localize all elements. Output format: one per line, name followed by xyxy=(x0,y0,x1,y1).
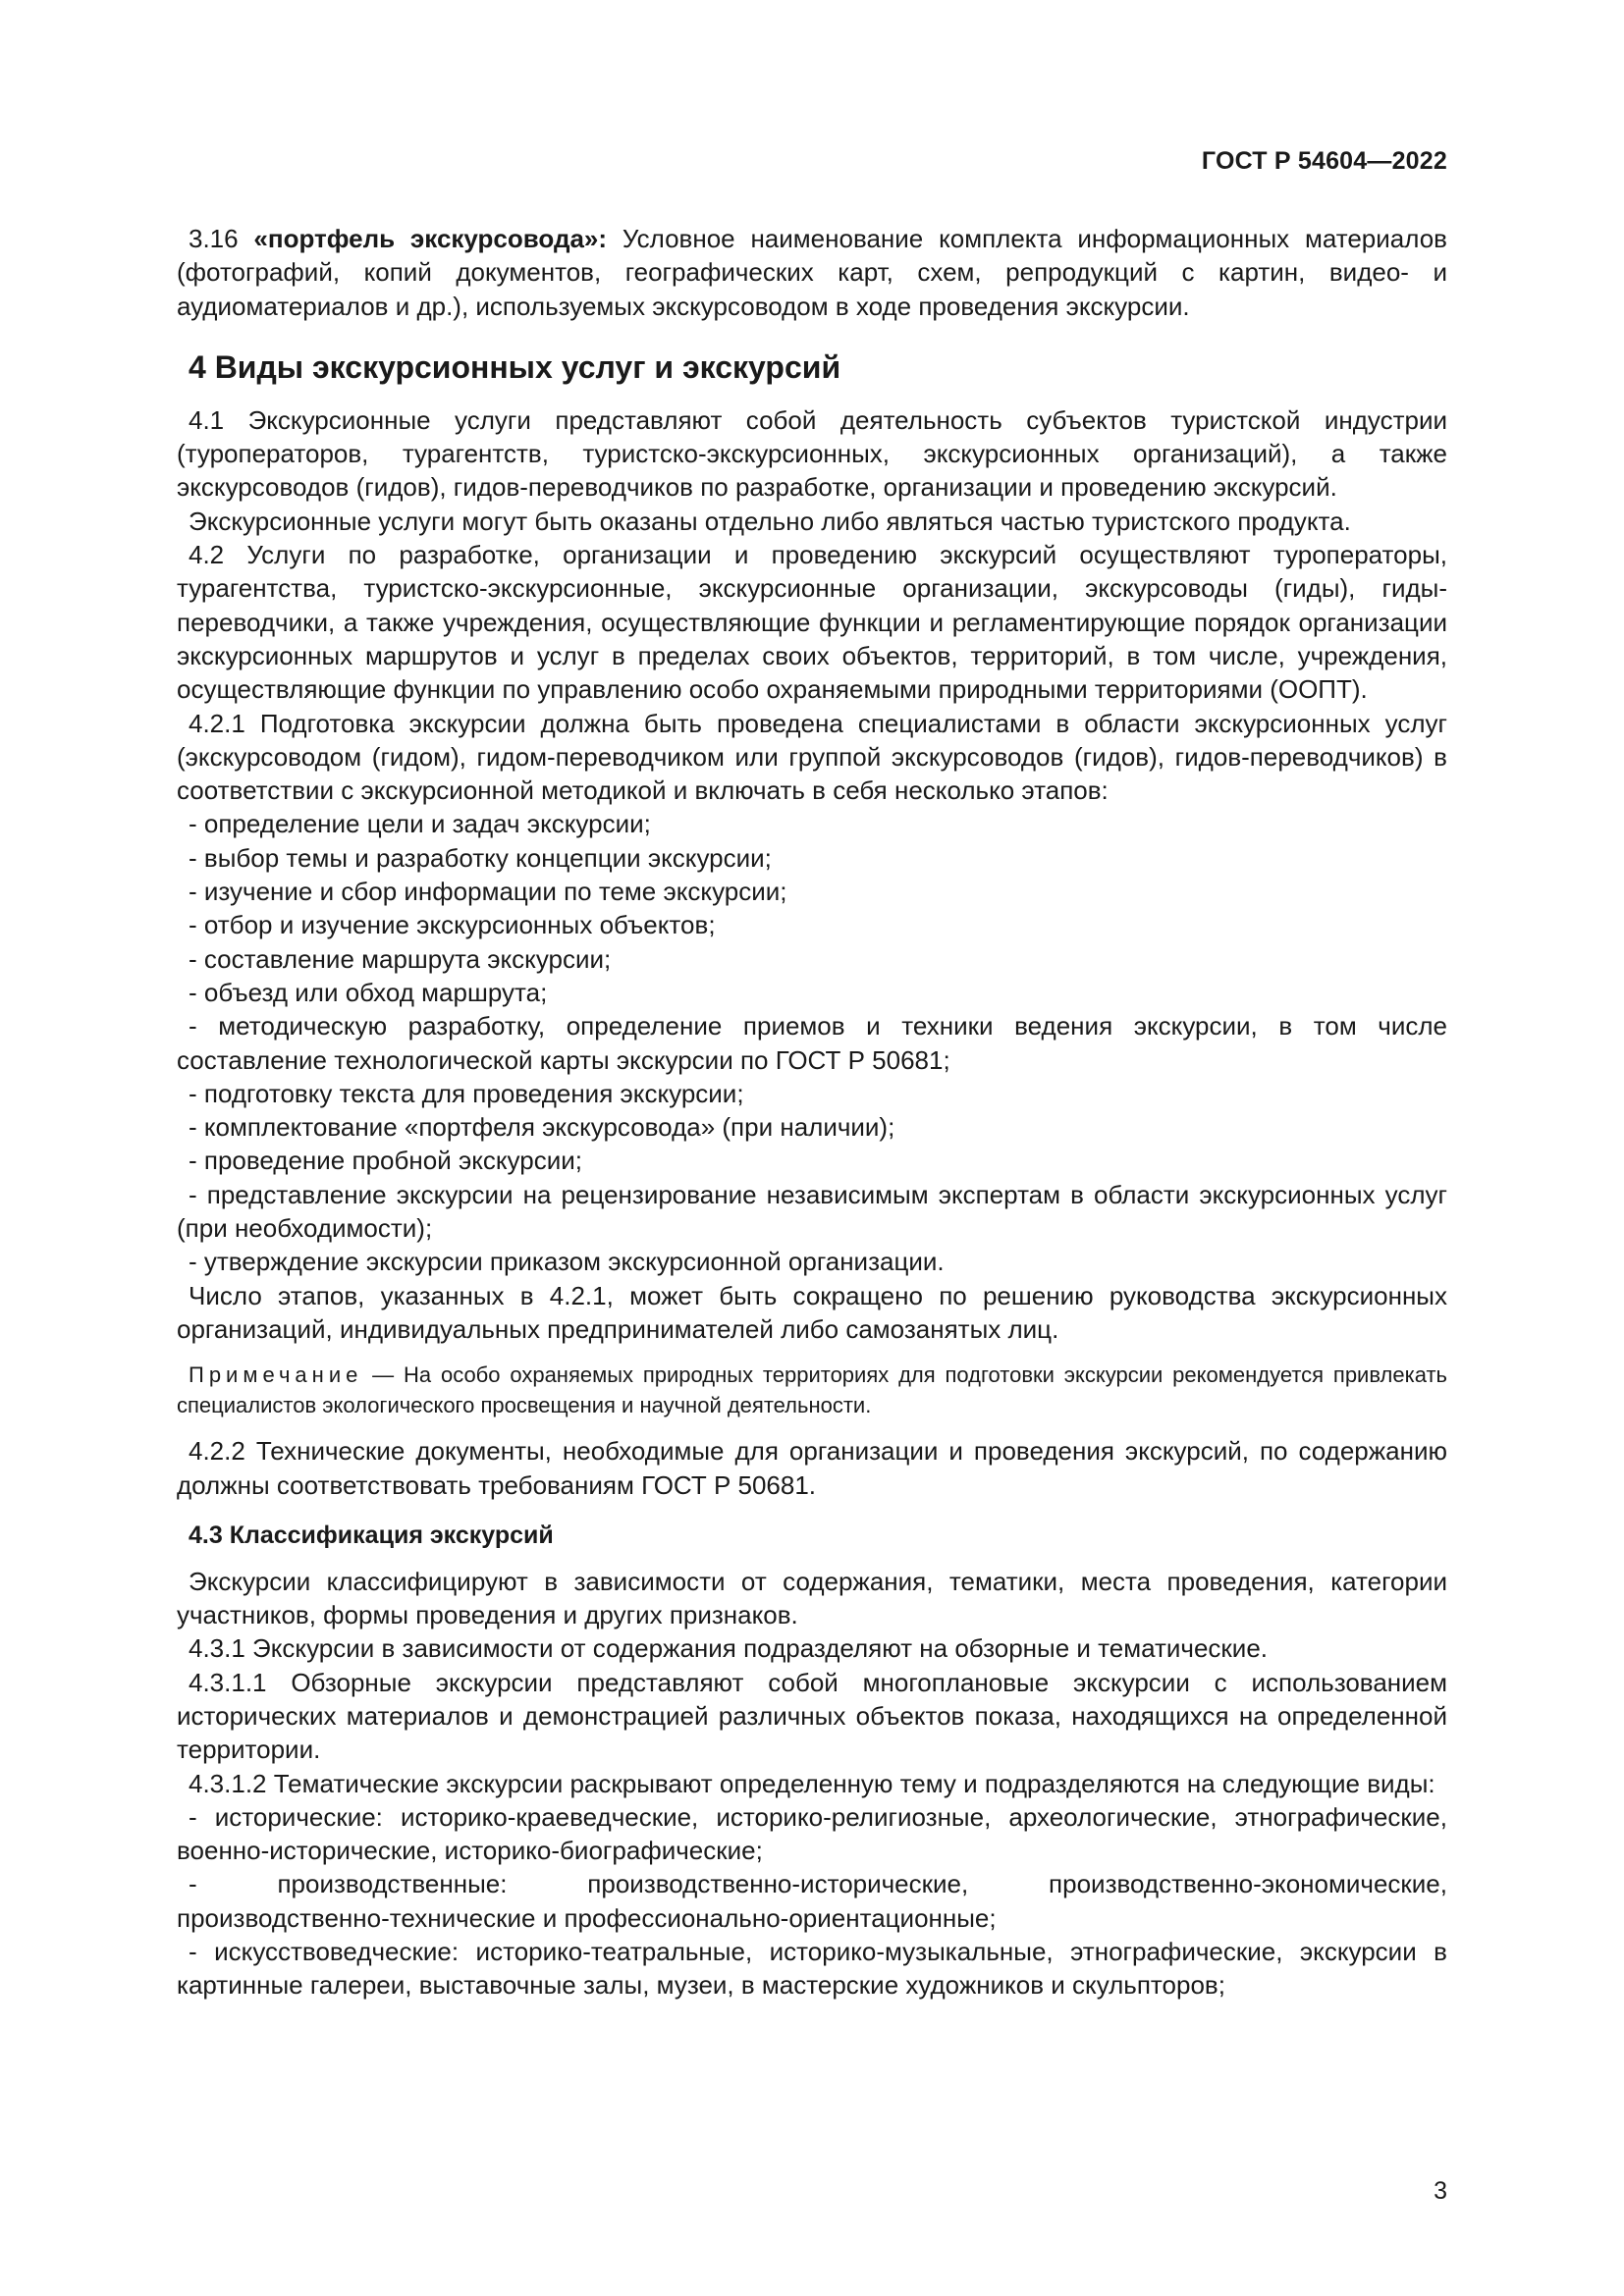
stages-list xyxy=(177,807,1447,1278)
list-item: - составление маршрута экскурсии; xyxy=(189,943,612,974)
note-label: Примечание xyxy=(189,1362,363,1388)
list-item: - искусствоведческие: историко-театральные, историко-музыкальные, этнографические, экскурсии в картинные галереи, выставочные залы, музеи, в мастерские художников и скульпторов; xyxy=(177,1937,1447,2001)
list-item: - объезд или обход маршрута; xyxy=(189,977,548,1007)
paragraph-4-3-1-1: 4.3.1.1 Обзорные экскурсии представляют собой многоплановые экскурсии с использованием исторических материалов и демонстрацией различных объектов показа, находящихся на определенной территории. xyxy=(177,1667,1447,1765)
paragraph-4-2: 4.2 Услуги по разработке, организации и проведению экскурсий осуществляют туроператоры, турагентства, туристско-экскурсионные, экскурсионные организации, экскурсоводы (гиды), гиды-переводчики, а также учреждения, осуществляющие функции и регламентирующие порядок организации экскурсионных маршрутов и услуг в пределах своих объектов, территорий, в том числе, учреждения, осуществляющие функции по управлению особо охраняемыми природными территориями (ООПТ). xyxy=(177,540,1447,705)
note xyxy=(177,1360,1447,1420)
list-item: - утверждение экскурсии приказом экскурсионной организации. xyxy=(189,1247,945,1277)
section-4-3-heading: 4.3 Классификация экскурсий xyxy=(189,1521,554,1549)
list-item: - подготовку текста для проведения экскурсии; xyxy=(189,1078,744,1108)
list-item: - определение цели и задач экскурсии; xyxy=(189,809,651,839)
types-list xyxy=(177,1800,1447,2002)
list-item: - выбор темы и разработку концепции экскурсии; xyxy=(189,842,772,873)
paragraph-4-2-2: 4.2.2 Технические документы, необходимые для организации и проведения экскурсий, по содержанию должны соответствовать требованиям ГОСТ Р 50681. xyxy=(177,1436,1447,1500)
list-item: - производственные: производственно-исторические, производственно-экономические, производственно-технические и профессионально-ориентационные; xyxy=(177,1869,1447,1933)
note-text: — На особо охраняемых природных территориях для подготовки экскурсии рекомендуется привлекать специалистов экологического просвещения и научной деятельности. xyxy=(177,1362,1447,1418)
paragraph-4-3-1: 4.3.1 Экскурсии в зависимости от содержания подразделяют на обзорные и тематические. xyxy=(189,1633,1269,1664)
paragraph-4-3-intro: Экскурсии классифицируют в зависимости от содержания, тематики, места проведения, категории участников, формы проведения и других признаков. xyxy=(177,1566,1447,1630)
list-item: - исторические: историко-краеведческие, историко-религиозные, археологические, этнографические, военно-исторические, историко-биографические; xyxy=(177,1801,1447,1866)
paragraph-3-16 xyxy=(177,222,1447,323)
section-4-heading: 4 Виды экскурсионных услуг и экскурсий xyxy=(189,348,841,385)
term: «портфель экскурсовода»: xyxy=(253,224,608,253)
page-number: 3 xyxy=(1434,2177,1447,2205)
list-item: - методическую разработку, определение приемов и техники ведения экскурсии, в том числе составление технологической карты экскурсии по ГОСТ Р 50681; xyxy=(177,1011,1447,1075)
list-item: - проведение пробной экскурсии; xyxy=(189,1146,582,1176)
paragraph-stages-count: Число этапов, указанных в 4.2.1, может быть сокращено по решению руководства экскурсионных организаций, индивидуальных предпринимателей либо самозанятых лиц. xyxy=(177,1280,1447,1344)
definition-text: Условное наименование комплекта информационных материалов (фотографий, копий документов, географических карт, схем, репродукций с картин, видео- и аудиоматериалов и др.), используемых экскурсоводом в ходе проведения экскурсии. xyxy=(177,224,1447,321)
paragraph-4-2-1: 4.2.1 Подготовка экскурсии должна быть проведена специалистами в области экскурсионных услуг (экскурсоводом (гидом), гидом-переводчиком или группой экскурсоводов (гидов), гидов-переводчиков) в соответствии с экскурсионной методикой и включать в себя несколько этапов: xyxy=(177,708,1447,806)
list-item: - изучение и сбор информации по теме экскурсии; xyxy=(189,877,787,907)
list-item: - представление экскурсии на рецензирование независимым экспертам в области экскурсионных услуг (при необходимости); xyxy=(177,1179,1447,1244)
paragraph-4-1: 4.1 Экскурсионные услуги представляют собой деятельность субъектов туристской индустрии (туроператоров, турагентств, туристско-экскурсионных, экскурсионных организаций), а также экскурсоводов (гидов), гидов-переводчиков по разработке, организации и проведению экскурсий. xyxy=(177,404,1447,503)
list-item: - комплектование «портфеля экскурсовода» (при наличии); xyxy=(189,1112,895,1143)
list-item: - отбор и изучение экскурсионных объектов; xyxy=(189,910,716,940)
document-body xyxy=(177,222,1447,2002)
clause-number: 3.16 xyxy=(189,224,239,253)
paragraph-4-1-b: Экскурсионные услуги могут быть оказаны отдельно либо являться частью туристского продукта. xyxy=(189,506,1351,536)
document-id: ГОСТ Р 54604—2022 xyxy=(1201,147,1447,175)
paragraph-4-3-1-2: 4.3.1.2 Тематические экскурсии раскрывают определенную тему и подразделяются на следующие виды: xyxy=(189,1768,1435,1798)
